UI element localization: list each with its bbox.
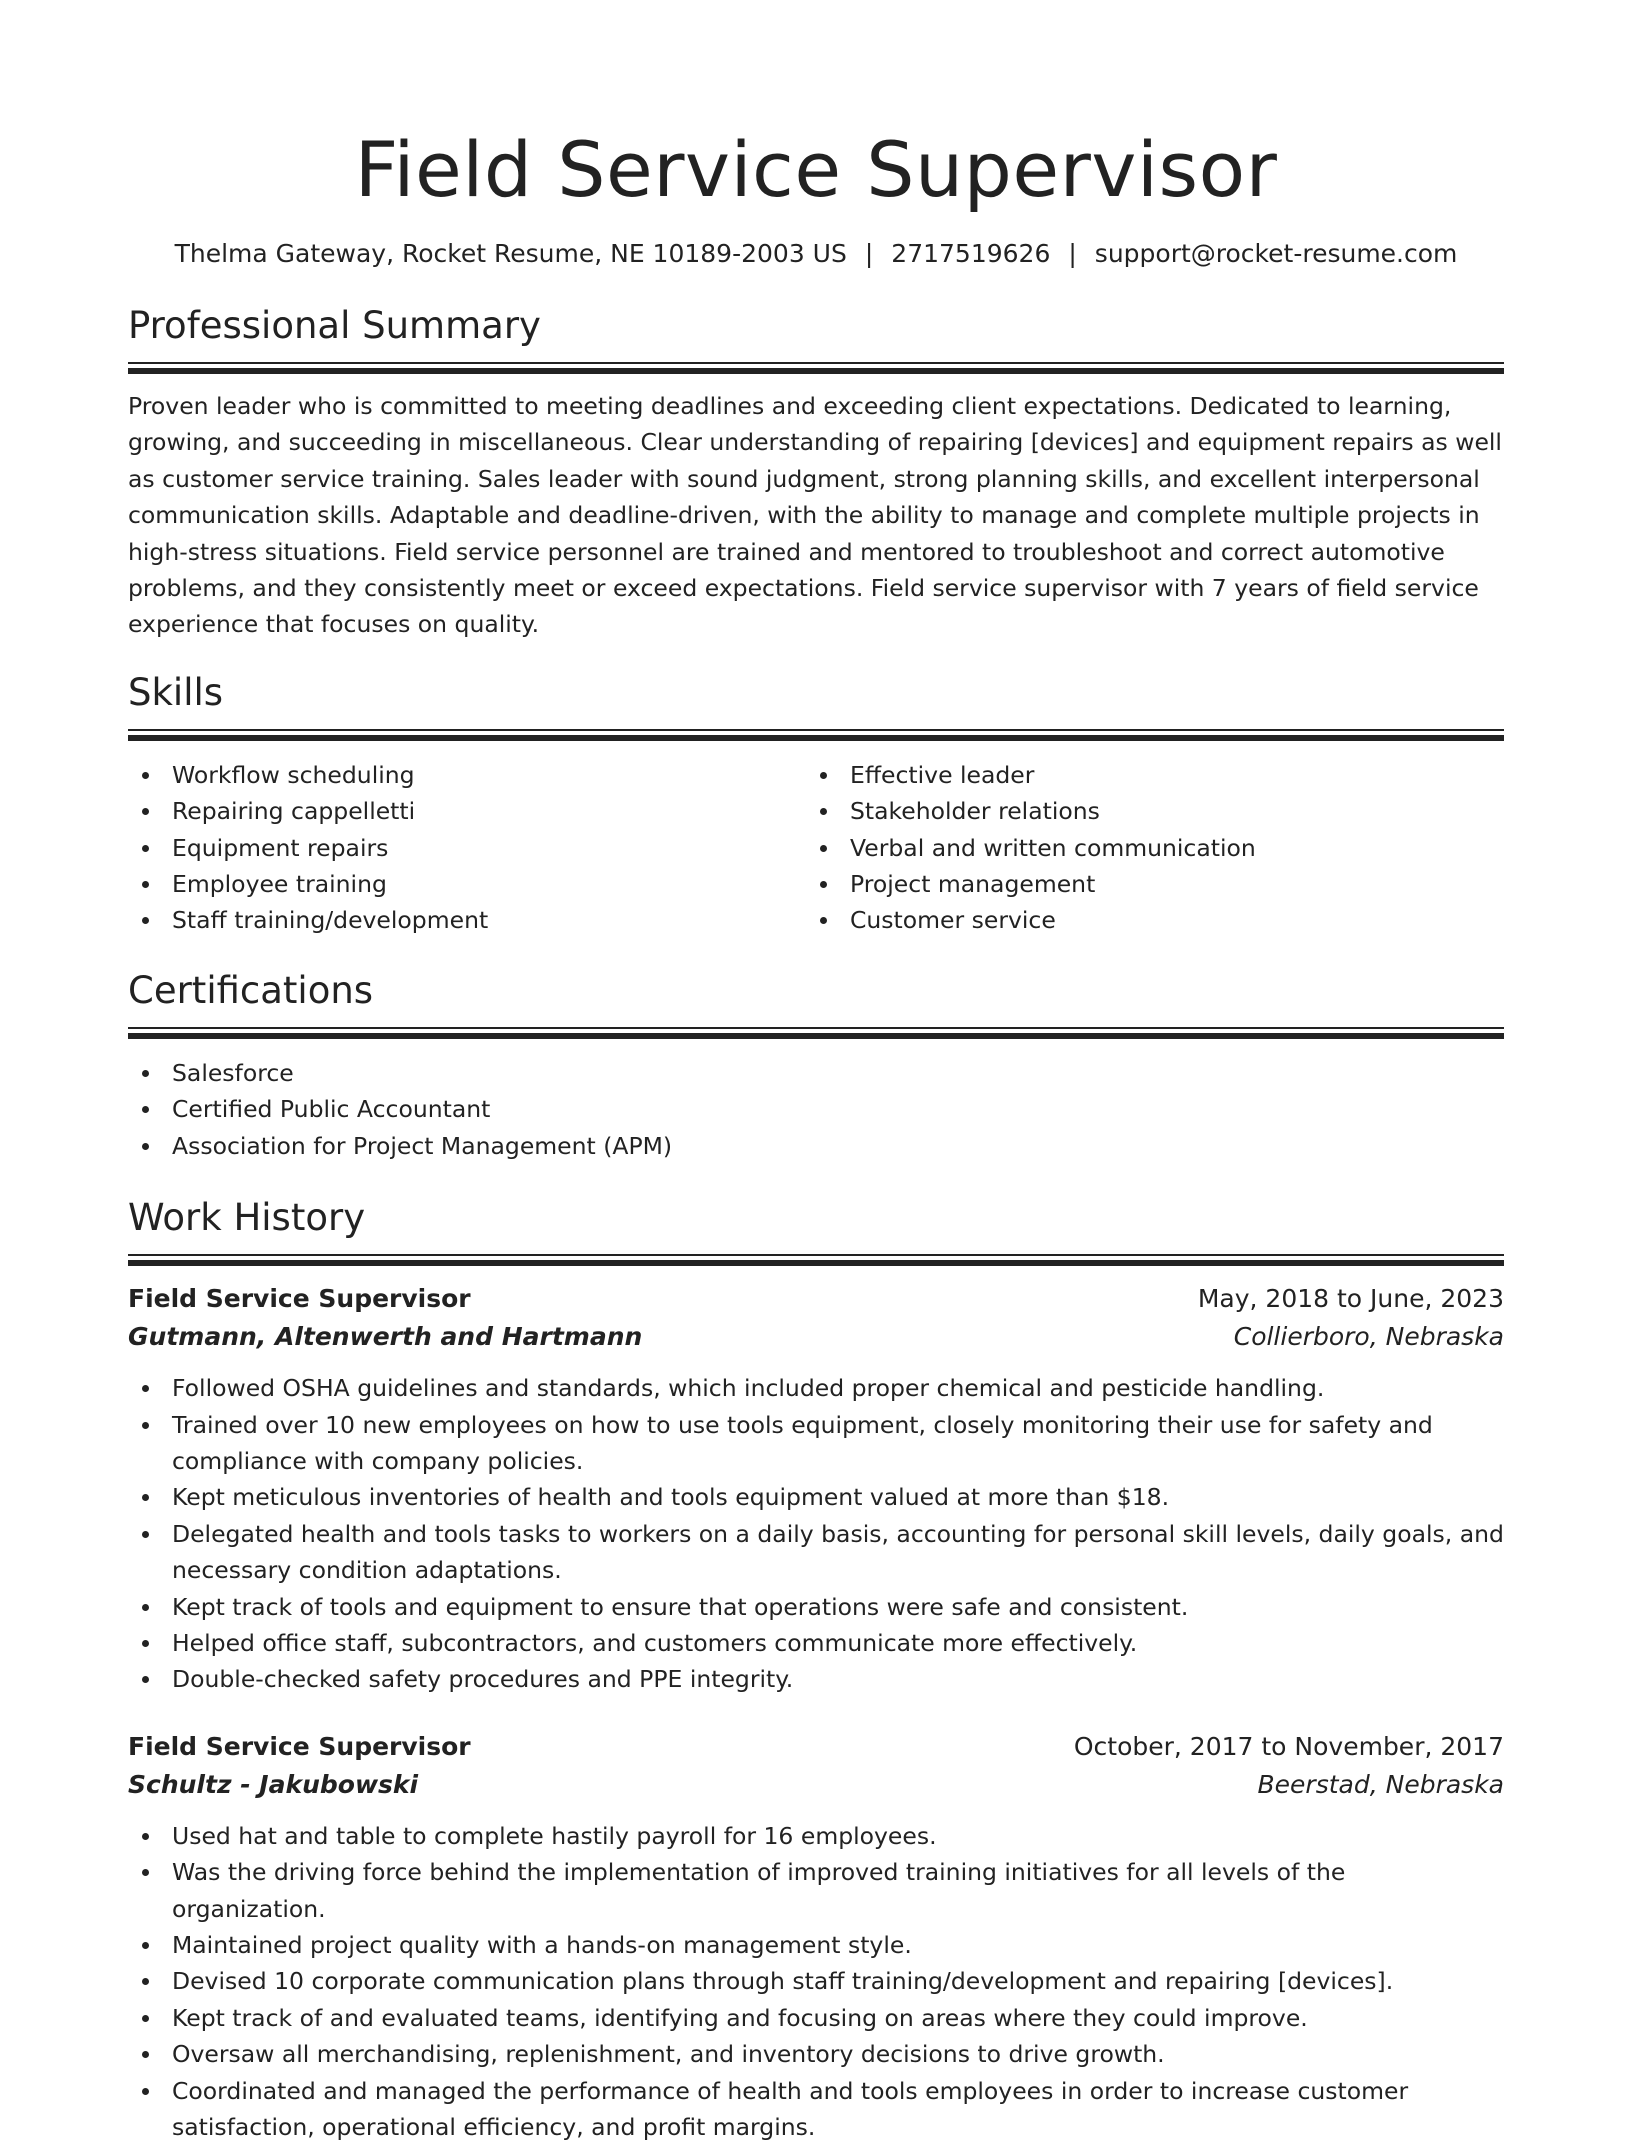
skill-item: Customer service bbox=[806, 902, 1484, 938]
job-bullet: Was the driving force behind the implementation of improved training initiatives for all levels of the organization. bbox=[128, 1854, 1504, 1927]
resume-page bbox=[128, 0, 1504, 2145]
skill-item: Staff training/development bbox=[128, 902, 806, 938]
skills-grid bbox=[128, 757, 1504, 939]
contact-separator: | bbox=[864, 239, 874, 268]
skills-section bbox=[128, 669, 1504, 939]
job-location: Collierboro, Nebraska bbox=[1233, 1322, 1504, 1352]
job-bullet: Double-checked safety procedures and PPE integrity. bbox=[128, 1661, 1504, 1697]
job-bullet: Coordinated and managed the performance of health and tools employees in order to increase customer satisfaction, operational efficiency, and profit margins. bbox=[128, 2073, 1504, 2145]
skill-item: Equipment repairs bbox=[128, 830, 806, 866]
skill-item: Project management bbox=[806, 866, 1484, 902]
skill-item: Repairing cappelletti bbox=[128, 793, 806, 829]
job-bullet: Followed OSHA guidelines and standards, which included proper chemical and pesticide handling. bbox=[128, 1370, 1504, 1406]
section-divider bbox=[128, 362, 1504, 374]
job-header bbox=[128, 1728, 1504, 1766]
section-title-skills: Skills bbox=[128, 670, 224, 714]
skill-item: Verbal and written communication bbox=[806, 830, 1484, 866]
skills-list-left bbox=[128, 757, 806, 939]
job-bullets bbox=[128, 1818, 1504, 2145]
work-history-section bbox=[128, 1194, 1504, 2145]
contact-phone: 2717519626 bbox=[891, 239, 1051, 268]
section-title-summary: Professional Summary bbox=[128, 304, 541, 347]
certifications-list bbox=[128, 1055, 1504, 1164]
job-entry bbox=[128, 1728, 1504, 2145]
job-bullet: Kept meticulous inventories of health and tools equipment valued at more than $18. bbox=[128, 1479, 1504, 1515]
section-title-certifications: Certifications bbox=[128, 968, 374, 1012]
job-title: Field Service Supervisor bbox=[128, 1731, 471, 1761]
job-entry bbox=[128, 1280, 1504, 1698]
summary-section bbox=[128, 302, 1504, 643]
job-bullet: Maintained project quality with a hands-on management style. bbox=[128, 1927, 1504, 1963]
job-dates: May, 2018 to June, 2023 bbox=[1197, 1284, 1504, 1314]
job-dates: October, 2017 to November, 2017 bbox=[1073, 1731, 1504, 1761]
skill-item: Workflow scheduling bbox=[128, 757, 806, 793]
job-bullet: Kept track of tools and equipment to ensure that operations were safe and consistent. bbox=[128, 1589, 1504, 1625]
skill-item: Stakeholder relations bbox=[806, 793, 1484, 829]
job-bullet: Oversaw all merchandising, replenishment, and inventory decisions to drive growth. bbox=[128, 2036, 1504, 2072]
job-bullet: Used hat and table to complete hastily payroll for 16 employees. bbox=[128, 1818, 1504, 1854]
contact-line bbox=[128, 238, 1504, 270]
contact-address: Thelma Gateway, Rocket Resume, NE 10189-2003 US bbox=[174, 239, 847, 268]
summary-text: Proven leader who is committed to meeting deadlines and exceeding client expectations. Dedicated to learning, growing, and succeeding in miscellaneous. Clear understanding of repairing [devices] and equipment repairs as well as customer service training. Sales leader with sound judgment, strong planning skills, and excellent interpersonal communication skills. Adaptable and deadline-driven, with the ability to manage and complete multiple projects in high-stress situations. Field service personnel are trained and mentored to troubleshoot and correct automotive problems, and they consistently meet or exceed expectations. Field service supervisor with 7 years of field service experience that focuses on quality. bbox=[128, 392, 1502, 639]
job-subheader bbox=[128, 1766, 1504, 1804]
job-header bbox=[128, 1280, 1504, 1318]
job-bullet: Delegated health and tools tasks to workers on a daily basis, accounting for personal skill levels, daily goals, and necessary condition adaptations. bbox=[128, 1516, 1504, 1589]
job-location: Beerstad, Nebraska bbox=[1257, 1769, 1504, 1799]
certification-item: Association for Project Management (APM) bbox=[128, 1128, 1504, 1164]
resume-title: Field Service Supervisor bbox=[354, 125, 1278, 214]
job-bullets bbox=[128, 1370, 1504, 1698]
skills-list-right bbox=[806, 757, 1484, 939]
section-title-work-history: Work History bbox=[128, 1196, 366, 1240]
certification-item: Certified Public Accountant bbox=[128, 1091, 1504, 1127]
skill-item: Employee training bbox=[128, 866, 806, 902]
section-divider bbox=[128, 1027, 1504, 1039]
job-subheader bbox=[128, 1318, 1504, 1356]
job-bullet: Trained over 10 new employees on how to use tools equipment, closely monitoring their use for safety and compliance with company policies. bbox=[128, 1407, 1504, 1480]
job-bullet: Kept track of and evaluated teams, identifying and focusing on areas where they could improve. bbox=[128, 2000, 1504, 2036]
section-divider bbox=[128, 729, 1504, 741]
skill-item: Effective leader bbox=[806, 757, 1484, 793]
job-bullet: Devised 10 corporate communication plans through staff training/development and repairing [devices]. bbox=[128, 1963, 1504, 1999]
job-company: Gutmann, Altenwerth and Hartmann bbox=[128, 1322, 643, 1352]
certifications-section bbox=[128, 967, 1504, 1164]
contact-email: support@rocket-resume.com bbox=[1094, 239, 1458, 268]
contact-separator: | bbox=[1068, 239, 1077, 268]
certification-item: Salesforce bbox=[128, 1055, 1504, 1091]
section-divider bbox=[128, 1254, 1504, 1266]
job-bullet: Helped office staff, subcontractors, and customers communicate more effectively. bbox=[128, 1625, 1504, 1661]
job-title: Field Service Supervisor bbox=[128, 1284, 471, 1314]
job-company: Schultz - Jakubowski bbox=[128, 1769, 419, 1799]
